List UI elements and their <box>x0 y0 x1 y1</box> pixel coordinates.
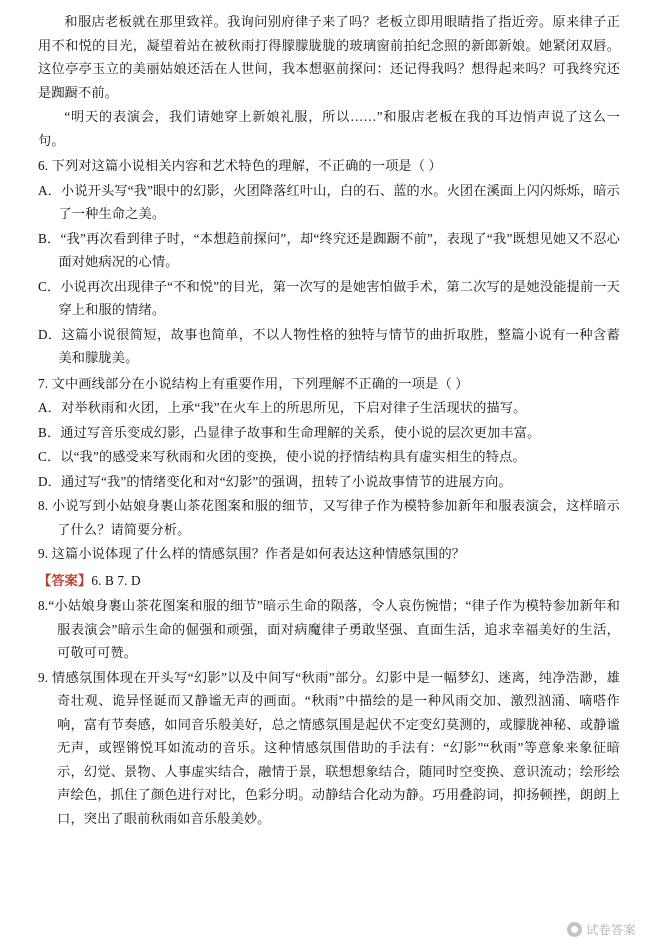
answer-keys: 6. B 7. D <box>91 572 141 588</box>
question-9-text: 这篇小说体现了什么样的情感氛围？作者是如何表达这种情感氛围的？ <box>51 546 466 561</box>
question-9-number: 9. <box>38 546 49 561</box>
question-6-number: 6. <box>38 158 49 173</box>
question-6-option-d: D．这篇小说很简短，故事也简单，不以人物性格的独特与情节的曲折取胜，整篇小说有一种含蓄美和朦胧美。 <box>38 326 620 365</box>
passage-paragraph-1: 和服店老板就在那里致祥。我询问别府律子来了吗？老板立即用眼睛指了指近旁。原来律子正用不和悦的目光，凝望着站在被秋雨打得朦朦胧胧的玻璃窗前拍纪念照的新郎新娘。她紧闭双唇。这位亭亭玉立的美丽姑娘还活在人世间，我本想驱前探问：还记得我吗？想得起来吗？可我终究还是踟蹰不前。 <box>38 14 620 100</box>
question-8-number: 8. <box>38 498 49 513</box>
answer-label: 【答案】 <box>38 572 92 588</box>
question-8-text: 小说写到小姑娘身裹山茶花图案和服的细节，又写律子作为模特参加新年和服表演会，这样暗示了什么？请简要分析。 <box>51 498 621 537</box>
question-7-option-a: A．对举秋雨和火团，上承“我”在火车上的所思所见，下启对律子生活现状的描写。 <box>38 400 527 415</box>
question-6-option-b: B．“我”再次看到律子时，“本想趋前探问”，却“终究还是踟蹰不前”，表现了“我”既想见她又不忍心面对她病况的心情。 <box>38 230 620 269</box>
question-6-option-c: C．小说再次出现律子“不和悦”的目光，第一次写的是她害怕做手术，第二次写的是她没能提前一天穿上和服的情绪。 <box>38 278 620 317</box>
question-9-stem <box>38 542 620 566</box>
question-6-option-a: A．小说开头写“我”眼中的幻影，火团降落红叶山，白的石、蓝的水。火团在溪面上闪闪烁烁，暗示了一种生命之美。 <box>38 182 620 221</box>
question-7-stem <box>38 372 620 396</box>
answer-explanation-8: 8.“小姑娘身裹山茶花图案和服的细节”暗示生命的陨落，令人哀伤惋惜；“律子作为模特参加新年和服表演会”暗示生命的倔强和顽强，面对病魔律子勇敢坚强、直面生活，追求幸福美好的生活，可敬可可赞。 <box>38 598 620 660</box>
question-7-option-c: C．以“我”的感受来写秋雨和火团的变换，使小说的抒情结构具有虚实相生的特点。 <box>38 449 526 464</box>
watermark-text: 试卷答案 <box>585 923 636 937</box>
circle-logo-icon <box>567 922 582 937</box>
question-7-option-d: D．通过写“我”的情绪变化和对“幻影”的强调，扭转了小说故事情节的进展方向。 <box>38 473 512 489</box>
watermark <box>567 921 636 938</box>
question-8-stem <box>38 494 620 541</box>
question-6-text: 下列对这篇小说相关内容和艺术特色的理解，不正确的一项是（ ） <box>51 158 442 173</box>
answer-explanation-9: 9. 情感氛围体现在开头写“幻影”以及中间写“秋雨”部分。幻影中是一幅梦幻、迷离，纯净浩渺，雄奇壮观、诡异怪诞而又静谧无声的画面。“秋雨”中描绘的是一种风雨交加、激烈汹涌、嘀嗒作响，富有节奏感，如同音乐般美好，总之情感氛围是起伏不定变幻莫测的，或朦胧神秘、或静谧无声，或铿锵悦耳如流动的音乐。这种情感氛围借助的手法有：“幻影”“秋雨”等意象来象征暗示，幻觉、景物、人事虚实结合，融情于景，联想想象结合，随同时空变换、意识流动；绘形绘声绘色，抓住了颜色进行对比，色彩分明。动静结合化动为静。巧用叠韵词，抑扬顿挫，朗朗上口，突出了眼前秋雨如音乐般美妙。 <box>38 669 620 826</box>
passage-paragraph-2: “明天的表演会，我们请她穿上新娘礼服，所以……”和服店老板在我的耳边悄声说了这么一句。 <box>38 109 620 148</box>
answer-key-line <box>38 569 620 593</box>
question-7-option-b: B．通过写音乐变成幻影，凸显律子故事和生命理解的关系，使小说的层次更加丰富。 <box>38 424 541 440</box>
question-7-number: 7. <box>38 375 49 391</box>
question-6-stem <box>38 154 620 178</box>
question-7-text: 文中画线部分在小说结构上有重要作用，下列理解不正确的一项是（ ） <box>51 375 469 391</box>
